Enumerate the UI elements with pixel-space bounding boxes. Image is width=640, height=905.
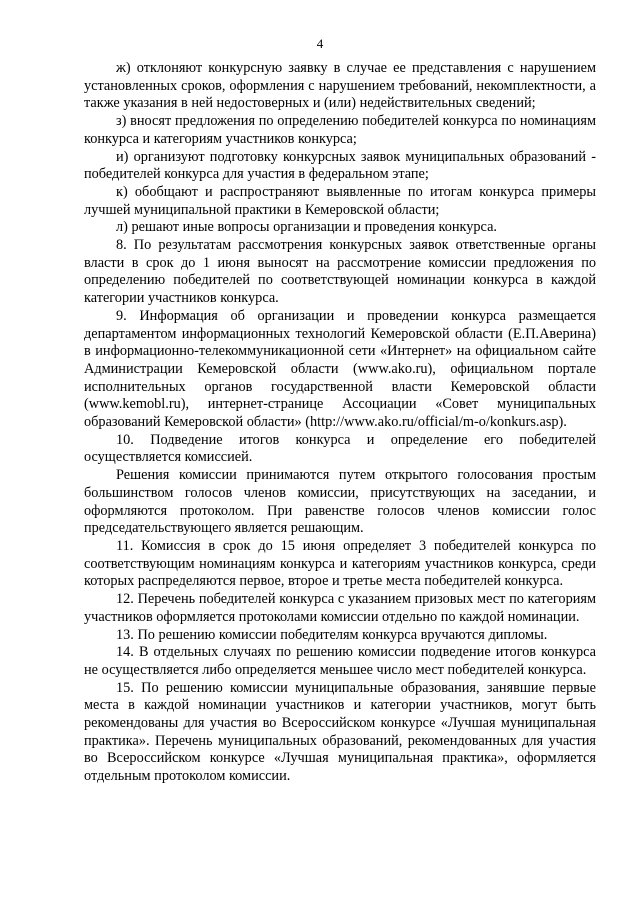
paragraph-14: 14. В отдельных случаях по решению комиссии подведение итогов конкурса не осуществляется либо определяется меньшее число мест победителей конкурса. [84, 644, 596, 678]
paragraph-9: 9. Информация об организации и проведении конкурса размещается департаментом информационных технологий Кемеровской области (Е.П.Аверина) в информационно-телекоммуникационной сети «Интернет» на официальном сайте Администрации Кемеровской области (www.ako.ru), официальном портале исполнительных органов государственной власти Кемеровской области (www.kemobl.ru), интернет-странице Ассоциации «Совет муниципальных образований Кемеровской области» (http://www.ako.ru/official/m-o/konkurs.asp). [84, 307, 596, 431]
paragraph-13: 13. По решению комиссии победителям конкурса вручаются дипломы. [116, 626, 548, 643]
paragraph-12: 12. Перечень победителей конкурса с указанием призовых мест по категориям участников оформляется протоколами комиссии отдельно по каждой номинации. [84, 591, 596, 625]
page-number: 4 [316, 36, 324, 51]
paragraph-10: 10. Подведение итогов конкурса и определение его победителей осуществляется комиссией. [84, 431, 596, 466]
paragraph-z: з) вносят предложения по определению победителей конкурса по номинациям конкурса и категориям участников конкурса; [84, 113, 596, 147]
paragraph-k: к) обобщают и распространяют выявленные по итогам конкурса примеры лучшей муниципальной практики в Кемеровской области; [84, 183, 596, 218]
document-body [84, 60, 596, 786]
paragraph-zh: ж) отклоняют конкурсную заявку в случае ее представления с нарушением установленных сроков, оформления с нарушением требований, некомплектности, а также указания в ней недостоверных и (или) недействительных сведений; [84, 60, 596, 112]
paragraph-15: 15. По решению комиссии муниципальные образования, занявшие первые места в каждой номинации участников и категории участников, могут быть рекомендованы для участия во Всероссийском конкурсе «Лучшая муниципальная практика». Перечень муниципальных образований, рекомендованных для участия во Всероссийском конкурсе «Лучшая муниципальная практика», оформляется отдельным протоколом комиссии. [84, 679, 596, 785]
paragraph-i: и) организуют подготовку конкурсных заявок муниципальных образований - победителей конкурса для участия в федеральном этапе; [84, 148, 596, 183]
paragraph-8: 8. По результатам рассмотрения конкурсных заявок ответственные органы власти в срок до 1 июня выносят на рассмотрение комиссии предложения по определению победителей по соответствующей номинации конкурса в каждой категории участников конкурса. [84, 237, 596, 307]
paragraph-l: л) решают иные вопросы организации и проведения конкурса. [116, 219, 497, 236]
paragraph-10-decisions: Решения комиссии принимаются путем открытого голосования простым большинством голосов членов комиссии, присутствующих на заседании, и оформляются протоколом. При равенстве голосов членов комиссии голос председательствующего является решающим. [84, 467, 596, 537]
paragraph-11: 11. Комиссия в срок до 15 июня определяет 3 победителей конкурса по соответствующим номинациям конкурса и категориям участников конкурса, среди которых распределяются первое, второе и третье места победителей конкурса. [84, 537, 596, 590]
